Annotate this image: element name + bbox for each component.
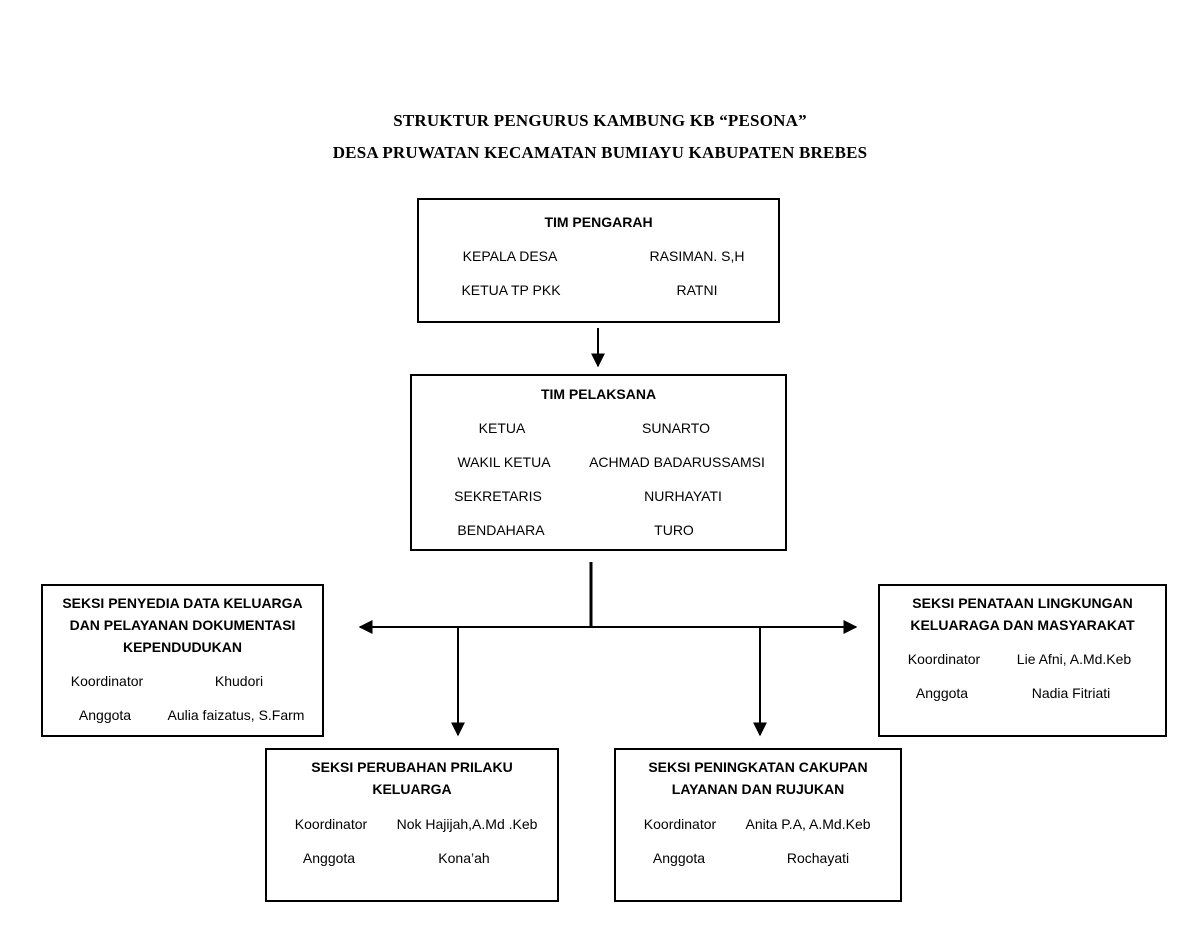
seksi-prilaku-title-line-1: SEKSI PERUBAHAN PRILAKU xyxy=(311,759,513,775)
tim-pelaksana-name-3: NURHAYATI xyxy=(644,488,722,504)
seksi-prilaku-role-1: Koordinator xyxy=(294,816,368,832)
tim-pelaksana-name-2: ACHMAD BADARUSSAMSI xyxy=(589,454,765,470)
seksi-lingkungan-name-1: Lie Afni, A.Md.Keb xyxy=(1016,651,1132,667)
tim-pelaksana-role-3: SEKRETARIS xyxy=(454,488,542,504)
tim-pengarah-name-2: RATNI xyxy=(676,282,718,298)
seksi-lingkungan-role-2: Anggota xyxy=(915,685,969,701)
seksi-lingkungan-box xyxy=(878,584,1167,737)
seksi-data-title-line-2: DAN PELAYANAN DOKUMENTASI xyxy=(69,617,296,633)
seksi-prilaku-name-1: Nok Hajijah,A.Md .Keb xyxy=(396,816,538,832)
seksi-prilaku-title-line-2: KELUARGA xyxy=(372,781,452,797)
seksi-data-name-1: Khudori xyxy=(214,673,264,689)
seksi-lingkungan-name-2: Nadia Fitriati xyxy=(1031,685,1111,701)
tim-pelaksana-title: TIM PELAKSANA xyxy=(540,386,657,402)
seksi-lingkungan-title-line-2: KELUARAGA DAN MASYARAKAT xyxy=(910,617,1135,633)
seksi-lingkungan-title-line-1: SEKSI PENATAAN LINGKUNGAN xyxy=(912,595,1133,611)
seksi-data-role-1: Koordinator xyxy=(70,673,144,689)
seksi-data-role-2: Anggota xyxy=(78,707,132,723)
seksi-prilaku-name-2: Kona’ah xyxy=(438,850,490,866)
chart-title-line-2: DESA PRUWATAN KECAMATAN BUMIAYU KABUPATEN BREBES xyxy=(332,143,868,162)
tim-pelaksana-box xyxy=(410,374,787,551)
tim-pelaksana-name-1: SUNARTO xyxy=(642,420,710,436)
seksi-data-title-line-3: KEPENDUDUKAN xyxy=(122,639,242,655)
seksi-layanan-box xyxy=(614,748,902,902)
seksi-layanan-name-2: Rochayati xyxy=(786,850,850,866)
seksi-layanan-title-line-1: SEKSI PENINGKATAN CAKUPAN xyxy=(648,759,868,775)
seksi-data-box xyxy=(41,584,324,737)
tim-pelaksana-role-2: WAKIL KETUA xyxy=(457,454,551,470)
tim-pengarah-role-2: KETUA TP PKK xyxy=(461,282,561,298)
seksi-prilaku-box xyxy=(265,748,559,902)
tim-pelaksana-role-1: KETUA xyxy=(478,420,526,436)
seksi-layanan-role-1: Koordinator xyxy=(643,816,717,832)
tim-pengarah-title: TIM PENGARAH xyxy=(544,214,653,230)
seksi-layanan-role-2: Anggota xyxy=(652,850,706,866)
tim-pengarah-name-1: RASIMAN. S,H xyxy=(649,248,745,264)
tim-pelaksana-name-4: TURO xyxy=(654,522,694,538)
seksi-layanan-title-line-2: LAYANAN DAN RUJUKAN xyxy=(671,781,845,797)
tim-pelaksana-role-4: BENDAHARA xyxy=(457,522,545,538)
chart-title-line-1: STRUKTUR PENGURUS KAMBUNG KB “PESONA” xyxy=(393,111,807,130)
seksi-lingkungan-role-1: Koordinator xyxy=(907,651,981,667)
seksi-data-name-2: Aulia faizatus, S.Farm xyxy=(167,707,305,723)
tim-pengarah-role-1: KEPALA DESA xyxy=(462,248,558,264)
tim-pengarah-box xyxy=(417,198,780,323)
seksi-layanan-name-1: Anita P.A, A.Md.Keb xyxy=(745,816,871,832)
seksi-prilaku-role-2: Anggota xyxy=(302,850,356,866)
seksi-data-title-line-1: SEKSI PENYEDIA DATA KELUARGA xyxy=(62,595,303,611)
